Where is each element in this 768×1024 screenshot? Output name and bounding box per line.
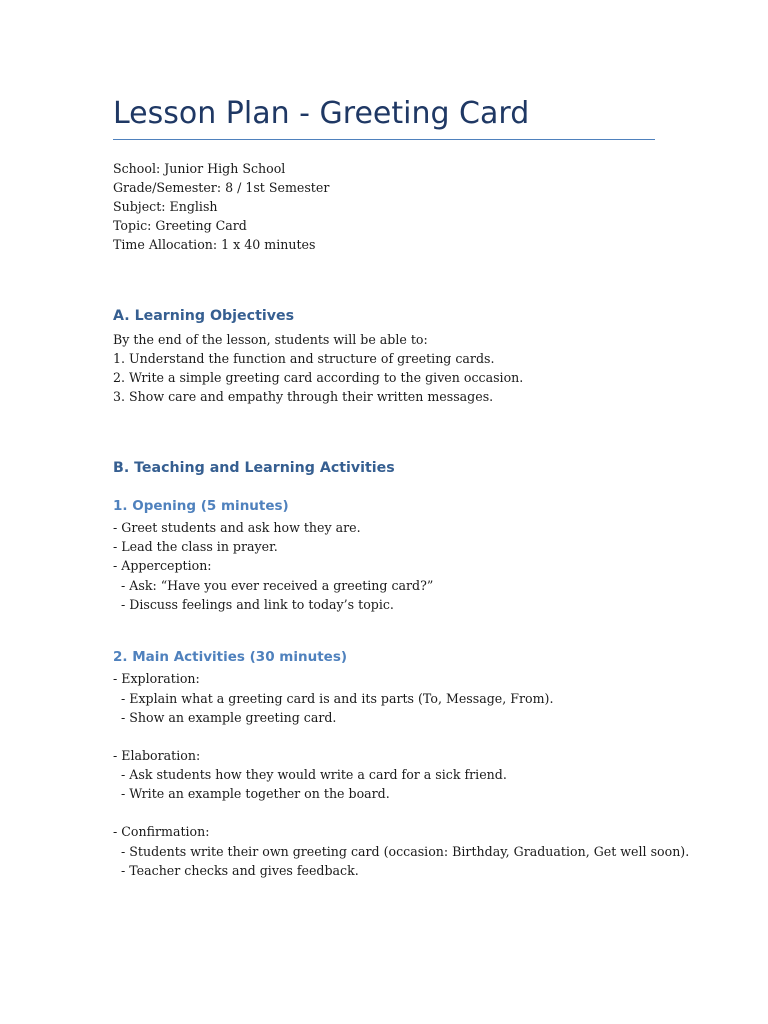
objectives-intro: By the end of the lesson, students will be able to: xyxy=(113,332,428,347)
confirmation-line: - Confirmation: xyxy=(113,824,210,839)
main-activities-heading: 2. Main Activities (30 minutes) xyxy=(113,649,348,665)
section-b-heading: B. Teaching and Learning Activities xyxy=(113,460,395,476)
info-topic: Topic: Greeting Card xyxy=(113,218,247,233)
confirmation-line: - Students write their own greeting card (occasion: Birthday, Graduation, Get well soon). xyxy=(113,844,690,859)
document-title: Lesson Plan - Greeting Card xyxy=(113,96,530,131)
opening-heading: 1. Opening (5 minutes) xyxy=(113,498,289,514)
objective-item: 3. Show care and empathy through their written messages. xyxy=(113,389,494,404)
exploration-line: - Exploration: xyxy=(113,671,200,686)
info-time: Time Allocation: 1 x 40 minutes xyxy=(113,237,316,252)
info-grade: Grade/Semester: 8 / 1st Semester xyxy=(113,180,330,195)
exploration-line: - Show an example greeting card. xyxy=(113,710,337,725)
objective-item: 1. Understand the function and structure of greeting cards. xyxy=(113,351,495,366)
opening-line: - Greet students and ask how they are. xyxy=(113,520,361,535)
opening-line: - Lead the class in prayer. xyxy=(113,539,278,554)
opening-line: - Ask: “Have you ever received a greeting card?” xyxy=(113,578,434,593)
elaboration-line: - Ask students how they would write a card for a sick friend. xyxy=(113,767,507,782)
info-subject: Subject: English xyxy=(113,199,218,214)
info-school: School: Junior High School xyxy=(113,161,286,176)
opening-line: - Apperception: xyxy=(113,558,212,573)
elaboration-line: - Elaboration: xyxy=(113,748,201,763)
opening-line: - Discuss feelings and link to today’s topic. xyxy=(113,597,394,612)
elaboration-line: - Write an example together on the board. xyxy=(113,786,390,801)
confirmation-line: - Teacher checks and gives feedback. xyxy=(113,863,359,878)
title-underline xyxy=(113,139,655,140)
section-a-heading: A. Learning Objectives xyxy=(113,308,295,324)
objective-item: 2. Write a simple greeting card according to the given occasion. xyxy=(113,370,524,385)
exploration-line: - Explain what a greeting card is and its parts (To, Message, From). xyxy=(113,691,554,706)
